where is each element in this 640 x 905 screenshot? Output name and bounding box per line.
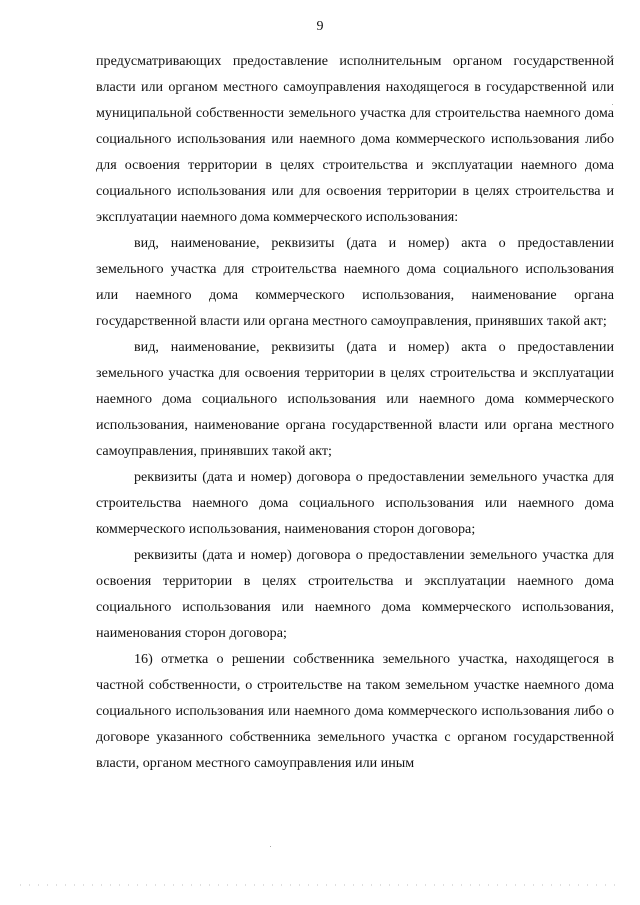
- scan-speck: [270, 846, 271, 847]
- page-number: 9: [316, 19, 324, 34]
- scan-artifact-dots: [20, 884, 620, 886]
- scan-speck: [612, 104, 613, 105]
- paragraph-contract-territory: реквизиты (дата и номер) договора о предоставлении земельного участка для освоения территории в целях строительства и эксплуатации наемного дома социального использования или наемного дома коммерческого использования, наименования сторон договора;: [96, 547, 614, 641]
- paragraph-contract-construction: реквизиты (дата и номер) договора о предоставлении земельного участка для строительства наемного дома социального использования или наемного дома коммерческого использования, наименования сторон договора;: [96, 469, 614, 537]
- paragraph-act-territory: вид, наименование, реквизиты (дата и номер) акта о предоставлении земельного участка для освоения территории в целях строительства и эксплуатации наемного дома социального использования или наемного дома коммерческого использования, наименование органа государственной власти или органа местного самоуправления, принявших такой акт;: [96, 339, 614, 459]
- paragraph-act-construction: вид, наименование, реквизиты (дата и номер) акта о предоставлении земельного участка для строительства наемного дома социального использования или наемного дома коммерческого использования, наименование органа государственной власти или органа местного самоуправления, принявших такой акт;: [96, 235, 614, 329]
- document-body: [96, 48, 614, 776]
- paragraph-item-16: 16) отметка о решении собственника земельного участка, находящегося в частной собственности, о строительстве на таком земельном участке наемного дома социального использования или наемного дома коммерческого использования либо о договоре указанного собственника земельного участка с органом государственной власти, органом местного самоуправления или иным: [96, 651, 614, 771]
- paragraph-intro: предусматривающих предоставление исполнительным органом государственной власти или органом местного самоуправления находящегося в государственной или муниципальной собственности земельного участка для строительства наемного дома социального использования или наемного дома коммерческого использования либо для освоения территории в целях строительства и эксплуатации наемного дома социального использования или для освоения территории в целях строительства и эксплуатации наемного дома коммерческого использования:: [96, 53, 614, 225]
